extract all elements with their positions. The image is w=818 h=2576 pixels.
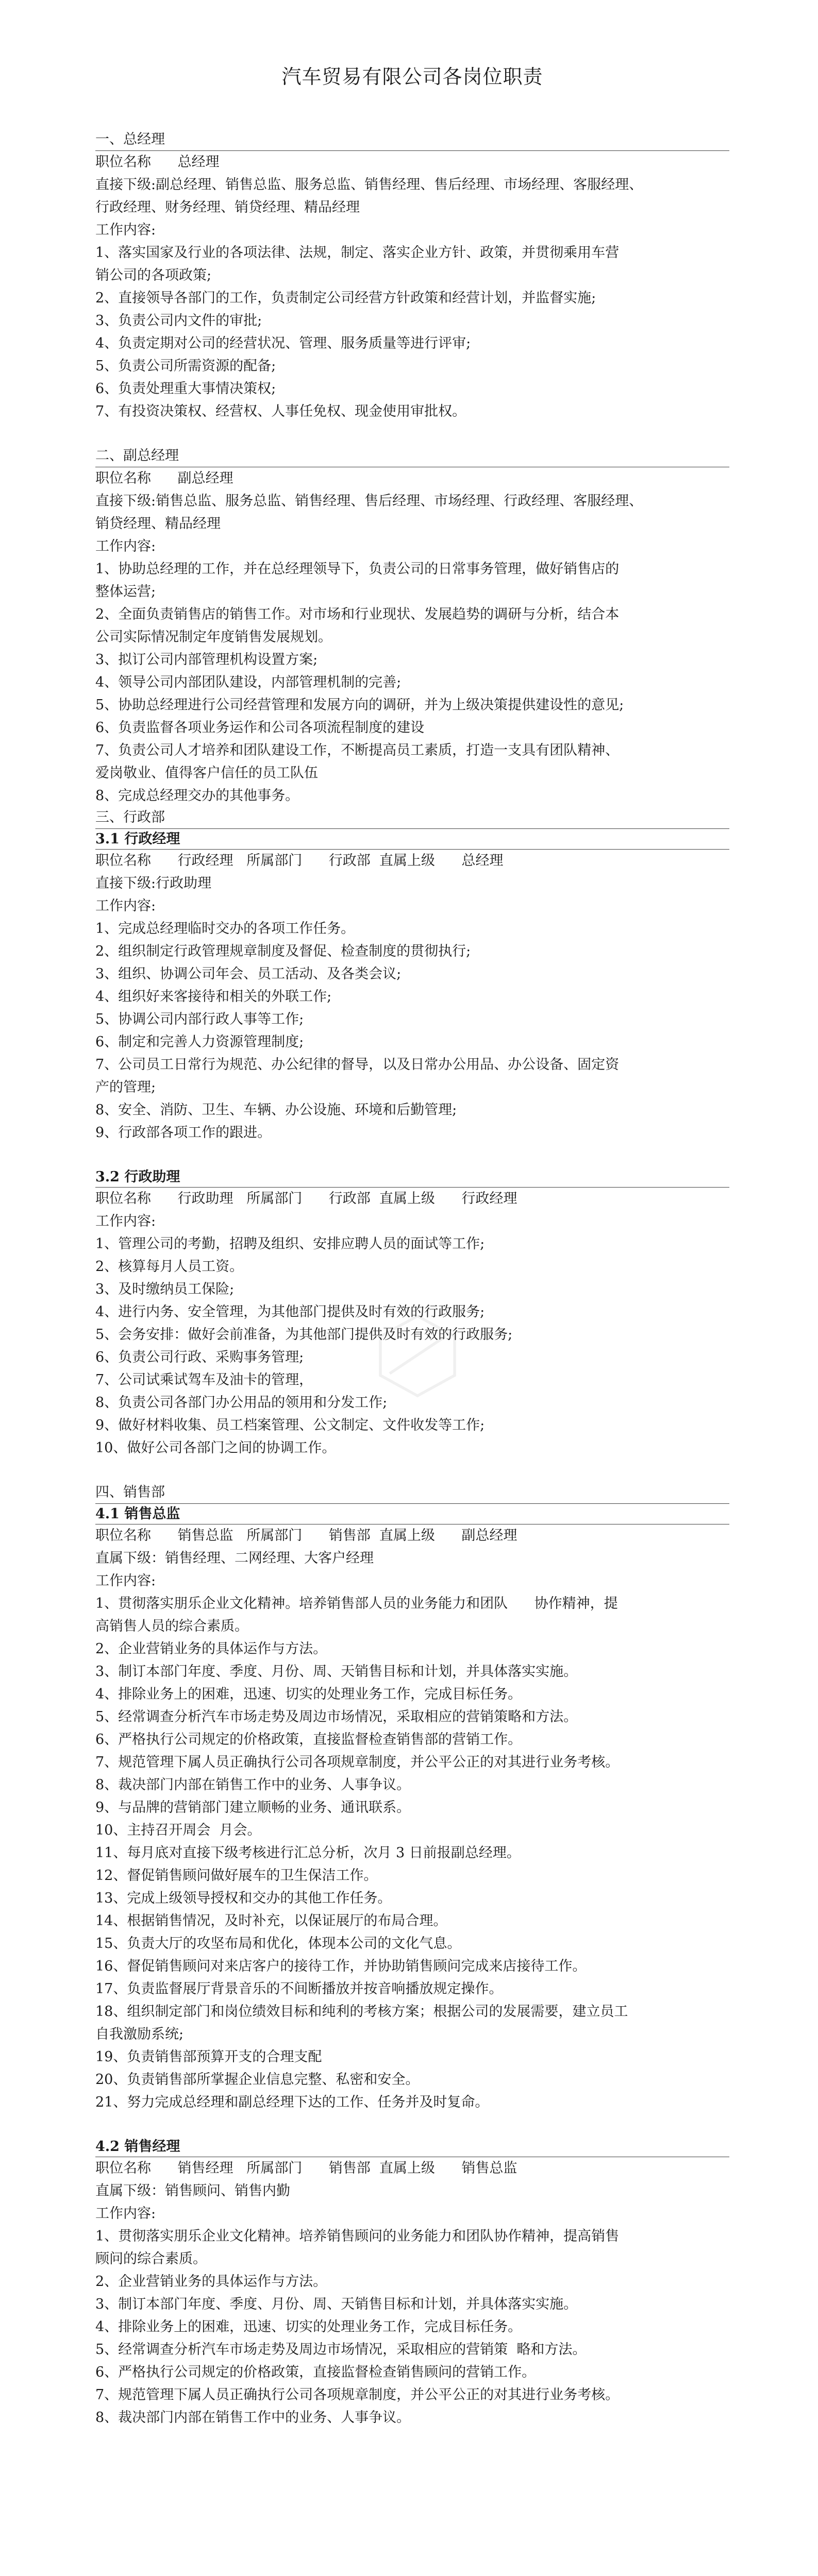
text-line: 8、安全、消防、卫生、车辆、办公设施、环境和后勤管理; <box>95 1102 457 1118</box>
text-line: 7、有投资决策权、经营权、人事任免权、现金使用审批权。 <box>95 403 466 419</box>
text-line: 6、严格执行公司规定的价格政策，直接监督检查销售顾问的营销工作。 <box>95 2364 536 2380</box>
text-line: 3、组织、协调公司年会、员工活动、及各类会议; <box>95 966 402 982</box>
text-line: 公司实际情况制定年度销售发展规划。 <box>95 629 332 645</box>
text-line: 10、主持召开周会 月会。 <box>95 1822 261 1838</box>
text-line: 1、贯彻落实朋乐企业文化精神。培养销售部人员的业务能力和团队 协作精神，提 <box>95 1596 618 1612</box>
subsection-heading: 3.1 行政经理 <box>95 829 729 850</box>
sections-container <box>95 129 729 2429</box>
text-line: 行政经理、财务经理、销贷经理、精品经理 <box>95 199 360 215</box>
spacer <box>95 1460 729 1482</box>
text-line: 18、组织制定部门和岗位绩效目标和纯利的考核方案；根据公司的发展需要，建立员工 <box>95 2004 628 2020</box>
text-line: 12、督促销售顾问做好展车的卫生保洁工作。 <box>95 1868 378 1884</box>
text-line: 2、组织制定行政管理规章制度及督促、检查制度的贯彻执行; <box>95 943 471 959</box>
text-line: 高销售人员的综合素质。 <box>95 1618 248 1634</box>
text-line: 3、及时缴纳员工保险; <box>95 1281 235 1297</box>
document-content <box>95 61 729 2429</box>
text-line: 整体运营; <box>95 584 156 600</box>
subsection-heading: 4.1 销售总监 <box>95 1504 729 1524</box>
text-line: 1、落实国家及行业的各项法律、法规，制定、落实企业方针、政策，并贯彻乘用车营 <box>95 245 620 261</box>
text-line: 工作内容: <box>95 222 156 238</box>
text-line: 7、公司员工日常行为规范、办公纪律的督导，以及日常办公用品、办公设备、固定资 <box>95 1057 620 1073</box>
spacer <box>95 2114 729 2137</box>
text-line: 20、负责销售部所掌握企业信息完整、私密和安全。 <box>95 2072 420 2088</box>
document-title: 汽车贸易有限公司各岗位职责 <box>281 65 543 88</box>
text-line: 4、排除业务上的困难，迅速、切实的处理业务工作，完成目标任务。 <box>95 2319 522 2335</box>
text-line: 15、负责大厅的攻坚布局和优化，体现本公司的文化气息。 <box>95 1936 461 1952</box>
text-line: 2、直接领导各部门的工作，负责制定公司经营方针政策和经营计划，并监督实施; <box>95 290 596 306</box>
text-line: 销公司的各项政策; <box>95 267 212 283</box>
text-line: 5、经常调查分析汽车市场走势及周边市场情况，采取相应的营销策略和方法。 <box>95 1709 578 1725</box>
spacer <box>95 423 729 446</box>
text-line: 2、企业营销业务的具体运作与方法。 <box>95 2274 327 2290</box>
text-line: 8、裁决部门内部在销售工作中的业务、人事争议。 <box>95 1777 411 1793</box>
text-line: 工作内容: <box>95 538 156 554</box>
text-line: 6、制定和完善人力资源管理制度; <box>95 1034 304 1050</box>
text-line: 6、严格执行公司规定的价格政策，直接监督检查销售部的营销工作。 <box>95 1732 522 1748</box>
text-line: 职位名称 行政助理 所属部门 行政部 直属上级 行政经理 <box>95 1191 517 1207</box>
text-line: 职位名称 销售总监 所属部门 销售部 直属上级 副总经理 <box>95 1528 517 1544</box>
text-line: 7、公司试乘试驾车及油卡的管理， <box>95 1372 313 1388</box>
section-heading: 二、副总经理 <box>95 446 729 467</box>
text-line: 6、负责监督各项业务运作和公司各项流程制度的建设 <box>95 720 425 736</box>
text-line: 直接下级:副总经理、销售总监、服务总监、销售经理、售后经理、市场经理、客服经理、 <box>95 177 643 193</box>
text-line: 顾问的综合素质。 <box>95 2251 207 2267</box>
text-line: 5、负责公司所需资源的配备; <box>95 358 276 374</box>
text-line: 工作内容: <box>95 898 156 914</box>
text-line: 8、负责公司各部门办公用品的领用和分发工作; <box>95 1395 388 1411</box>
text-line: 7、负责公司人才培养和团队建设工作，不断提高员工素质，打造一支具有团队精神、 <box>95 742 620 758</box>
text-line: 11、每月底对直接下级考核进行汇总分析，次月 3 日前报副总经理。 <box>95 1845 521 1861</box>
text-line: 4、进行内务、安全管理，为其他部门提供及时有效的行政服务; <box>95 1304 485 1320</box>
text-line: 5、协调公司内部行政人事等工作; <box>95 1011 304 1027</box>
text-line: 5、会务安排：做好会前准备，为其他部门提供及时有效的行政服务; <box>95 1327 513 1343</box>
text-line: 8、完成总经理交办的其他事务。 <box>95 788 299 804</box>
text-line: 9、与品牌的营销部门建立顺畅的业务、通讯联系。 <box>95 1800 411 1816</box>
text-line: 1、管理公司的考勤，招聘及组织、安排应聘人员的面试等工作; <box>95 1236 485 1252</box>
text-line: 职位名称 副总经理 <box>95 470 233 486</box>
text-line: 销贷经理、精品经理 <box>95 516 221 532</box>
text-line: 7、规范管理下属人员正确执行公司各项规章制度，并公平公正的对其进行业务考核。 <box>95 1754 620 1770</box>
text-line: 9、做好材料收集、员工档案管理、公文制定、文件收发等工作; <box>95 1417 485 1433</box>
text-line: 3、负责公司内文件的审批; <box>95 313 262 329</box>
text-line: 13、完成上级领导授权和交办的其他工作任务。 <box>95 1890 392 1906</box>
text-line: 5、协助总经理进行公司经营管理和发展方向的调研，并为上级决策提供建设性的意见; <box>95 697 624 713</box>
text-line: 直属下级：销售顾问、销售内勤 <box>95 2183 290 2199</box>
section-heading: 四、销售部 <box>95 1482 729 1504</box>
text-line: 工作内容: <box>95 1213 156 1229</box>
text-line: 9、行政部各项工作的跟进。 <box>95 1125 272 1141</box>
text-line: 10、做好公司各部门之间的协调工作。 <box>95 1440 336 1456</box>
text-line: 4、领导公司内部团队建设，内部管理机制的完善; <box>95 674 402 690</box>
text-line: 1、协助总经理的工作，并在总经理领导下，负责公司的日常事务管理，做好销售店的 <box>95 561 620 577</box>
text-line: 2、企业营销业务的具体运作与方法。 <box>95 1641 327 1657</box>
text-line: 6、负责公司行政、采购事务管理; <box>95 1349 304 1365</box>
text-line: 直接下级:行政助理 <box>95 875 212 891</box>
text-line: 7、规范管理下属人员正确执行公司各项规章制度，并公平公正的对其进行业务考核。 <box>95 2387 620 2403</box>
subsection-heading: 4.2 销售经理 <box>95 2137 729 2157</box>
text-line: 职位名称 总经理 <box>95 154 220 170</box>
text-line: 4、排除业务上的困难，迅速、切实的处理业务工作，完成目标任务。 <box>95 1686 522 1702</box>
text-line: 3、制订本部门年度、季度、月份、周、天销售目标和计划，并具体落实实施。 <box>95 1664 578 1680</box>
text-line: 3、制订本部门年度、季度、月份、周、天销售目标和计划，并具体落实实施。 <box>95 2296 578 2312</box>
subsection-heading: 3.2 行政助理 <box>95 1167 729 1188</box>
text-line: 4、负责定期对公司的经营状况、管理、服务质量等进行评审; <box>95 335 471 351</box>
spacer <box>95 1144 729 1167</box>
text-line: 5、经常调查分析汽车市场走势及周边市场情况，采取相应的营销策 略和方法。 <box>95 2342 587 2358</box>
text-line: 17、负责监督展厅背景音乐的不间断播放并按音响播放规定操作。 <box>95 1981 503 1997</box>
text-line: 2、全面负责销售店的销售工作。对市场和行业现状、发展趋势的调研与分析，结合本 <box>95 606 620 622</box>
text-line: 19、负责销售部预算开支的合理支配 <box>95 2049 322 2065</box>
text-line: 4、组织好来客接待和相关的外联工作; <box>95 989 332 1005</box>
text-line: 6、负责处理重大事情决策权; <box>95 381 276 397</box>
text-line: 工作内容: <box>95 1573 156 1589</box>
text-line: 8、裁决部门内部在销售工作中的业务、人事争议。 <box>95 2410 411 2426</box>
text-line: 21、努力完成总经理和副总经理下达的工作、任务并及时复命。 <box>95 2094 489 2110</box>
text-line: 1、完成总经理临时交办的各项工作任务。 <box>95 921 355 937</box>
section-heading: 一、总经理 <box>95 129 729 151</box>
text-line: 职位名称 销售经理 所属部门 销售部 直属上级 销售总监 <box>95 2160 517 2176</box>
text-line: 工作内容: <box>95 2206 156 2222</box>
text-line: 职位名称 行政经理 所属部门 行政部 直属上级 总经理 <box>95 853 504 869</box>
text-line: 产的管理; <box>95 1079 156 1095</box>
text-line: 3、拟订公司内部管理机构设置方案; <box>95 652 318 668</box>
text-line: 1、贯彻落实朋乐企业文化精神。培养销售顾问的业务能力和团队协作精神，提高销售 <box>95 2228 620 2244</box>
text-line: 直接下级:销售总监、服务总监、销售经理、售后经理、市场经理、行政经理、客服经理、 <box>95 493 643 509</box>
section-heading: 三、行政部 <box>95 807 729 829</box>
text-line: 16、督促销售顾问对来店客户的接待工作，并协助销售顾问完成来店接待工作。 <box>95 1958 587 1974</box>
text-line: 14、根据销售情况，及时补充，以保证展厅的布局合理。 <box>95 1913 447 1929</box>
text-line: 直属下级：销售经理、二网经理、大客户经理 <box>95 1550 374 1566</box>
text-line: 自我激励系统; <box>95 2026 184 2042</box>
text-line: 2、核算每月人员工资。 <box>95 1259 244 1275</box>
text-line: 爱岗敬业、值得客户信任的员工队伍 <box>95 765 318 781</box>
